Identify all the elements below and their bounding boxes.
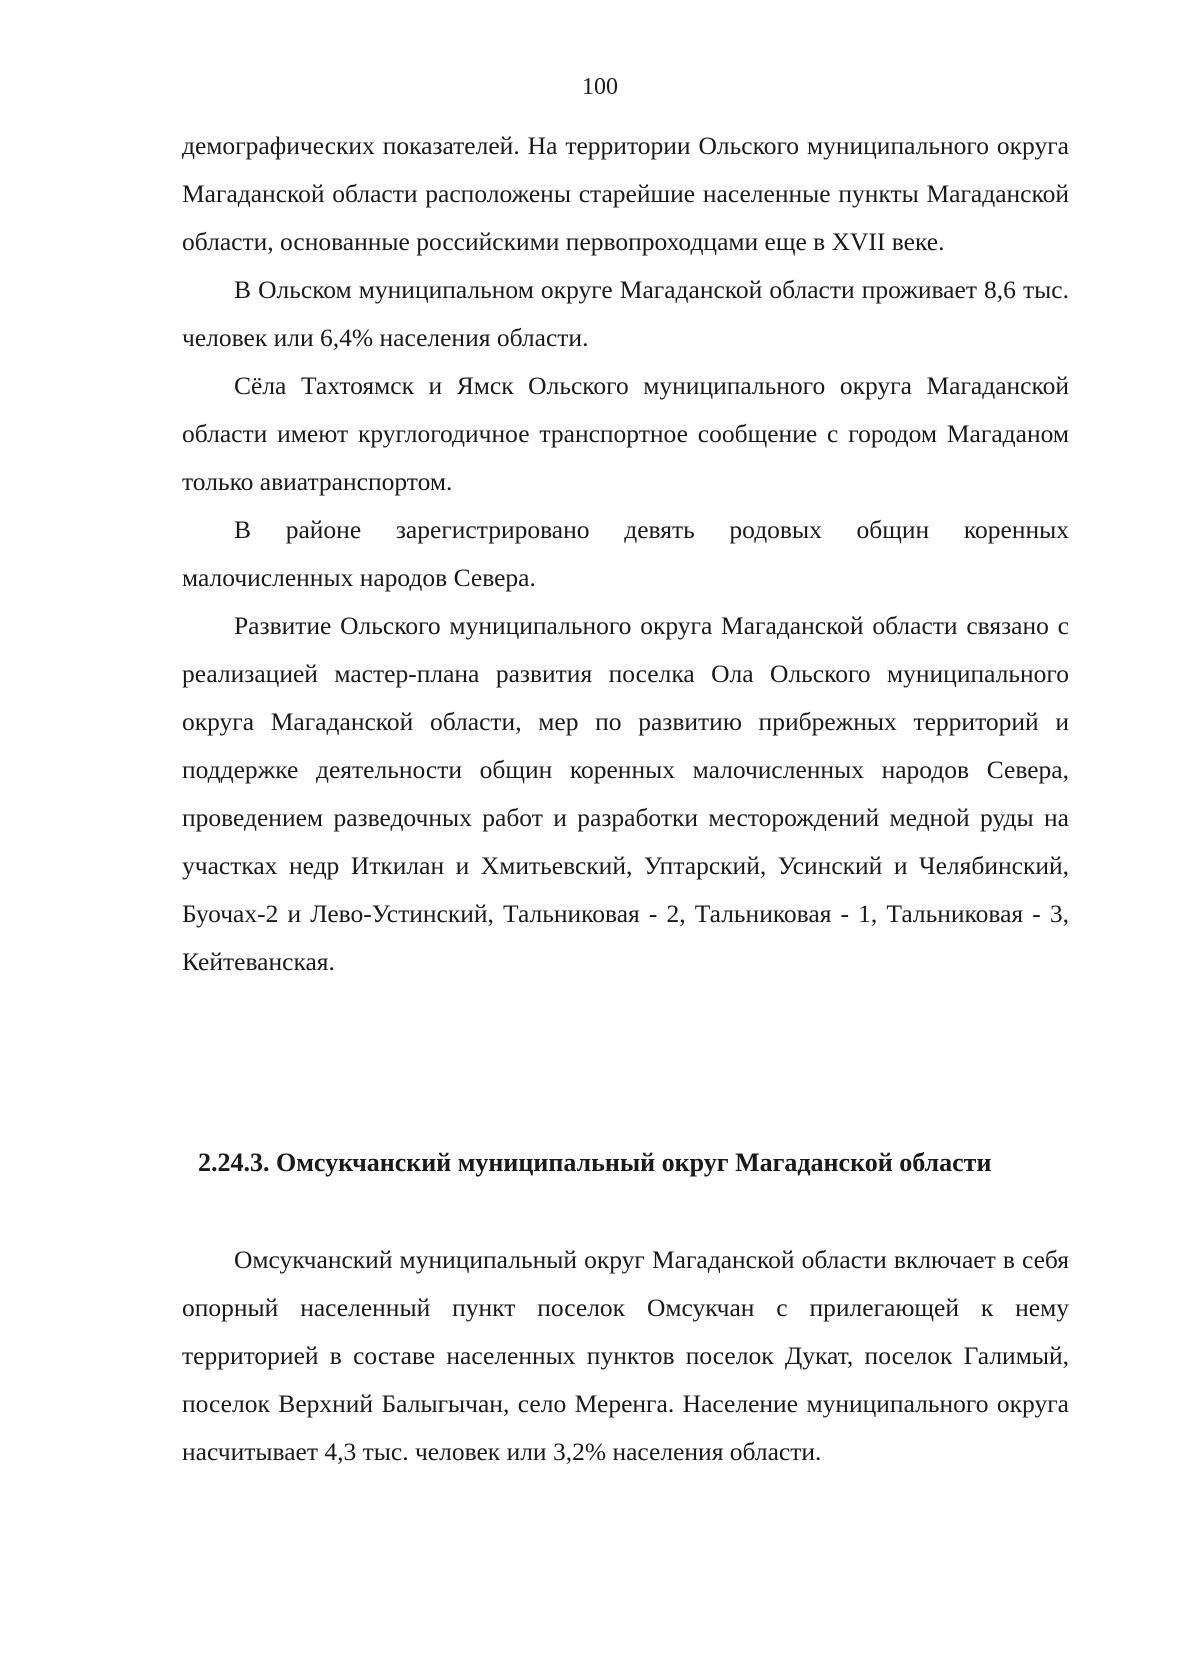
paragraph: демографических показателей. На территории Ольского муниципального округа Магаданской области расположены старейшие населенные пункты Магаданской области, основанные российскими первопроходцами еще в XVII веке.: [182, 131, 1069, 256]
paragraph: Омсукчанский муниципальный округ Магаданской области включает в себя опорный населенный пункт поселок Омсукчан с прилегающей к нему территорией в составе населенных пунктов поселок Дукат, поселок Галимый, поселок Верхний Балыгычан, село Меренга. Население муниципального округа насчитывает 4,3 тыс. человек или 3,2% населения области.: [182, 1245, 1069, 1466]
paragraph: Сёла Тахтоямск и Ямск Ольского муниципального округа Магаданской области имеют круглогодичное транспортное сообщение с городом Магаданом только авиатранспортом.: [182, 371, 1069, 496]
section-omsukchan-text: [182, 1236, 1069, 1476]
paragraph: В районе зарегистрировано девять родовых общин коренных малочисленных народов Севера.: [182, 515, 1069, 592]
page-number: 100: [582, 74, 618, 100]
section-ola-text: [182, 122, 1069, 986]
paragraph: В Ольском муниципальном округе Магаданской области проживает 8,6 тыс. человек или 6,4% населения области.: [182, 275, 1069, 352]
paragraph: Развитие Ольского муниципального округа Магаданской области связано с реализацией мастер-плана развития поселка Ола Ольского муниципального округа Магаданской области, мер по развитию прибрежных территорий и поддержке деятельности общин коренных малочисленных народов Севера, проведением разведочных работ и разработки месторождений медной руды на участках недр Иткилан и Хмитьевский, Уптарский, Усинский и Челябинский, Буочах-2 и Лево-Устинский, Тальниковая - 2, Тальниковая - 1, Тальниковая - 3, Кейтеванская.: [182, 611, 1069, 976]
section-heading: 2.24.3. Омсукчанский муниципальный округ Магаданской области: [198, 1148, 992, 1177]
